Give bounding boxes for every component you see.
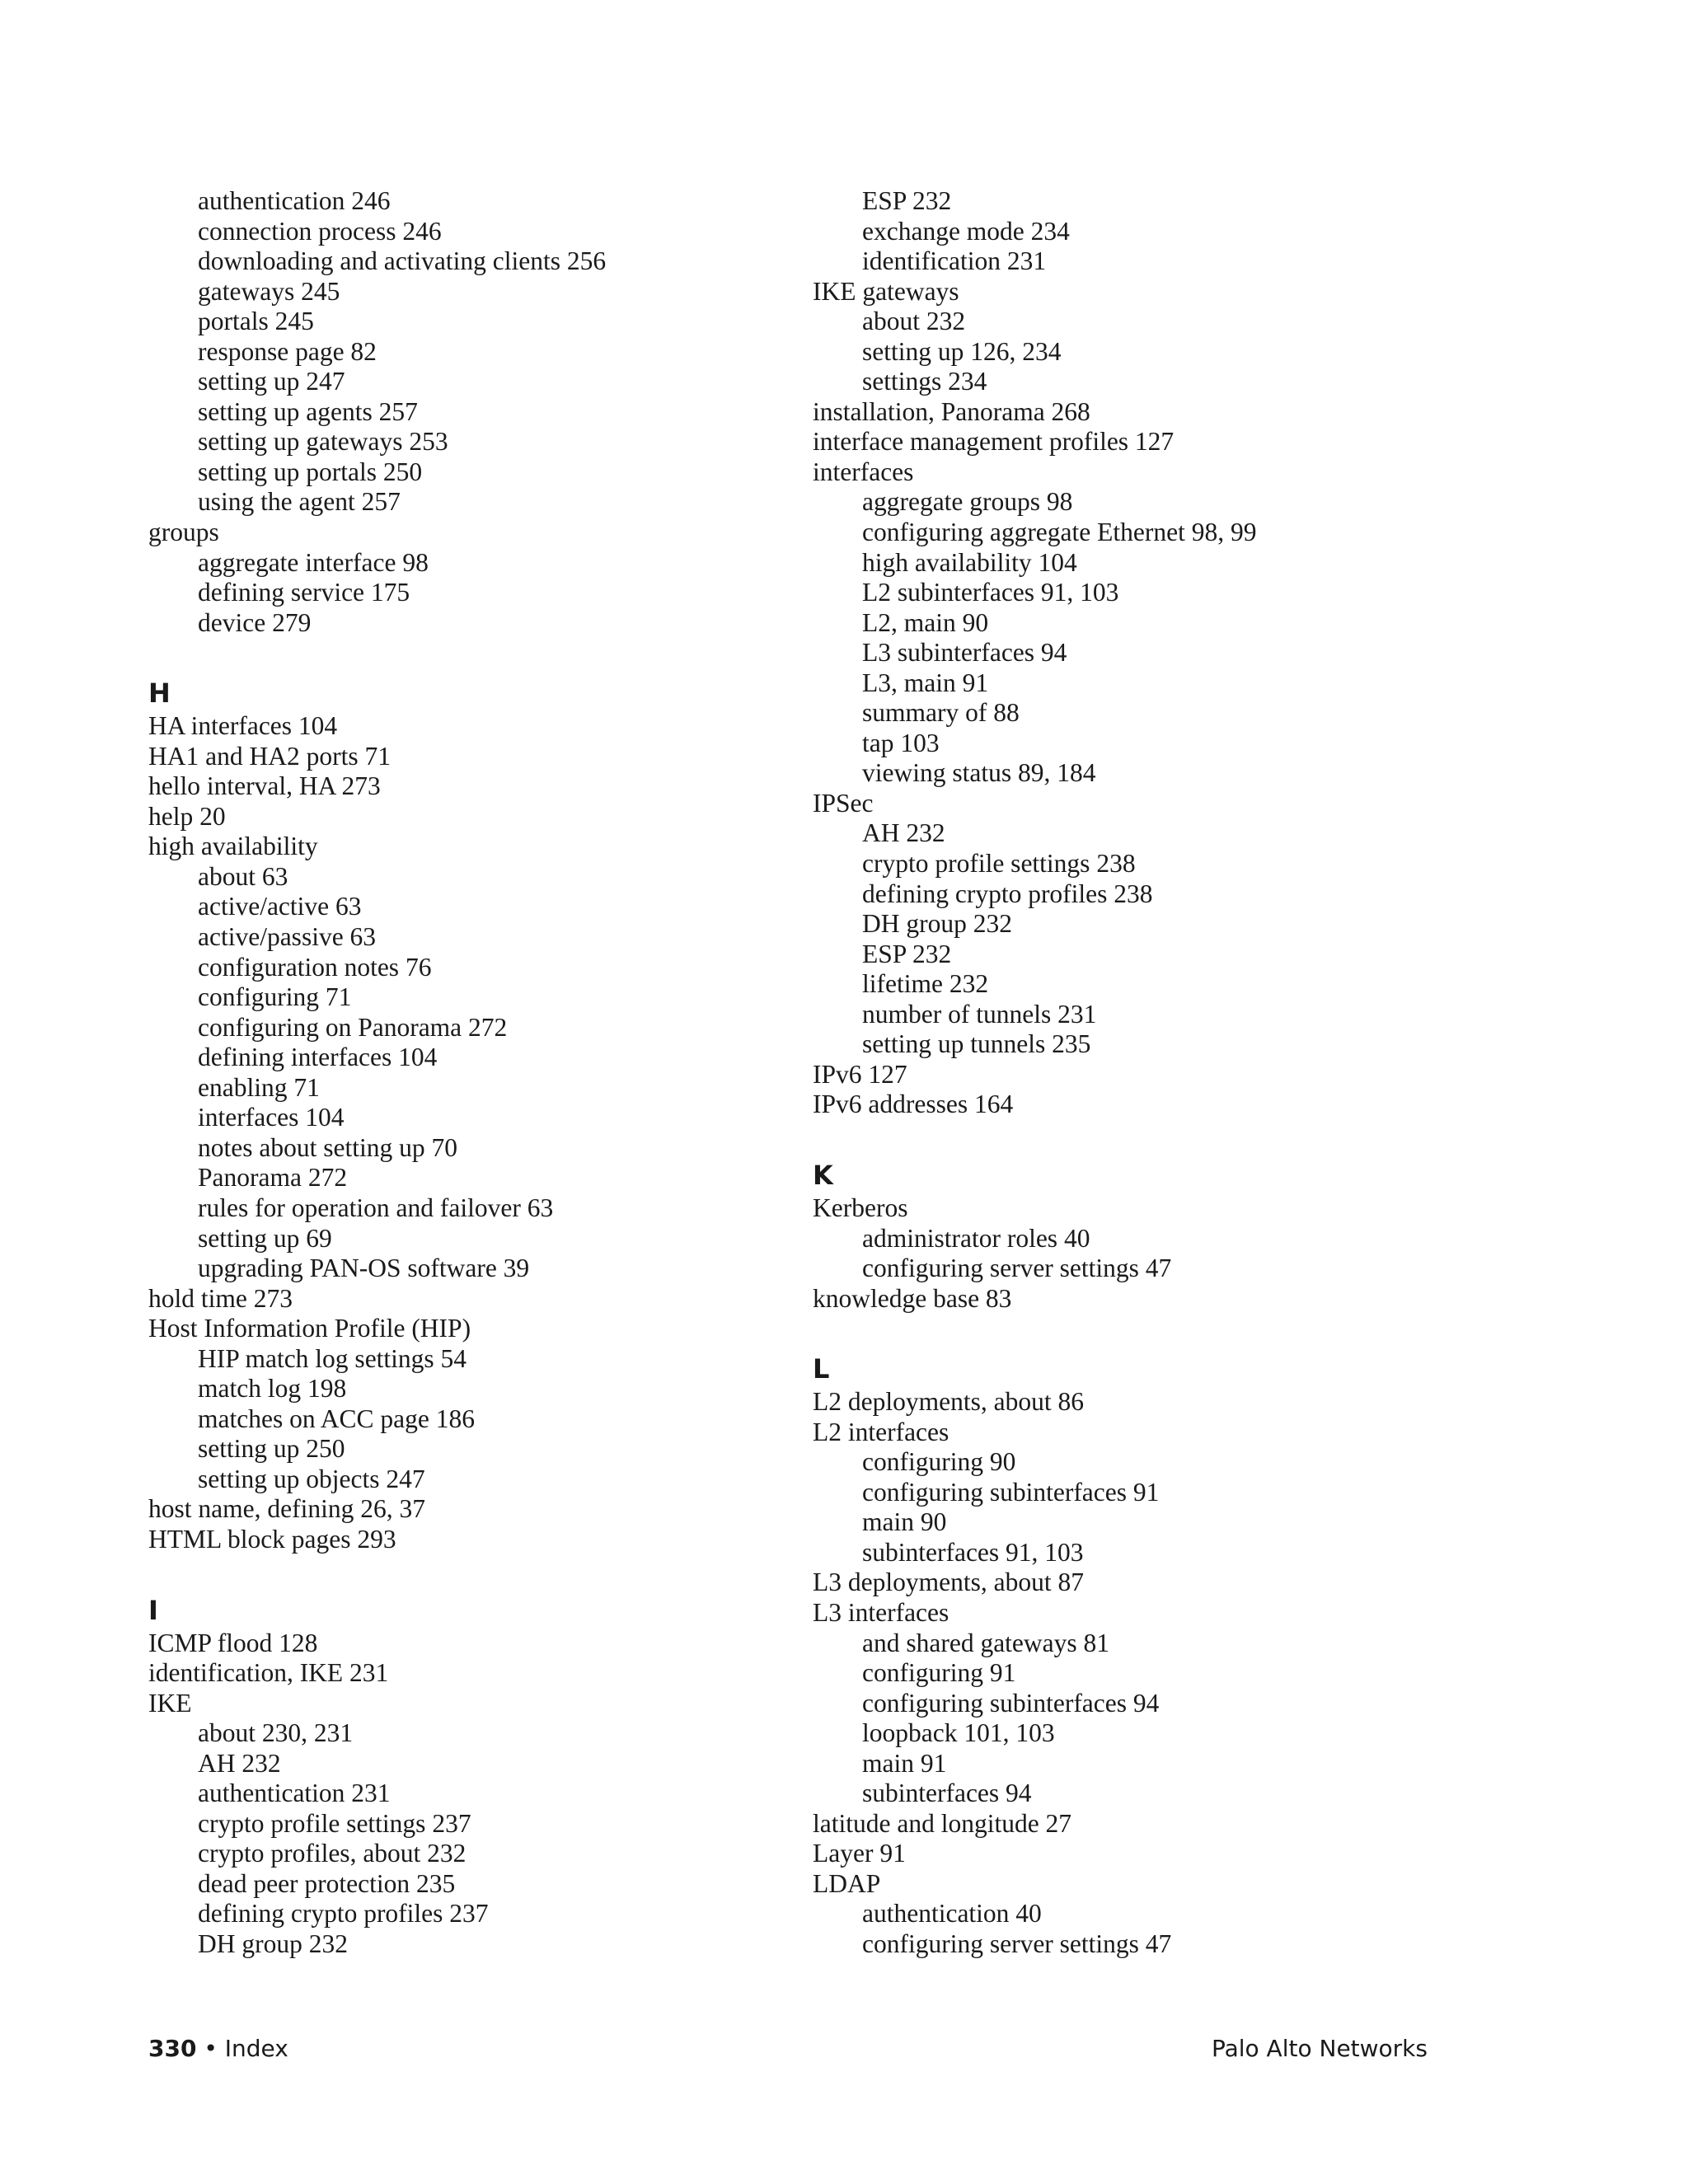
page-footer-publisher: Palo Alto Networks <box>1211 2035 1428 2062</box>
index-entry: latitude and longitude 27 <box>813 1808 1072 1838</box>
index-entry: knowledge base 83 <box>813 1283 1012 1313</box>
index-subentry: defining crypto profiles 238 <box>862 879 1153 908</box>
index-subentry: setting up objects 247 <box>198 1464 425 1493</box>
index-subentry: setting up 250 <box>198 1434 345 1464</box>
index-entry: L2 deployments, about 86 <box>813 1387 1084 1417</box>
index-entry: help 20 <box>148 801 226 831</box>
index-subentry: L3, main 91 <box>862 668 989 697</box>
index-subentry: configuring aggregate Ethernet 98, 99 <box>862 518 1257 547</box>
index-entry: ICMP flood 128 <box>148 1628 318 1657</box>
index-subentry: summary of 88 <box>862 698 1020 728</box>
index-entry: Host Information Profile (HIP) <box>148 1314 471 1343</box>
footer-section: Index <box>224 2035 288 2062</box>
index-subentry: configuring 90 <box>862 1447 1016 1477</box>
index-subentry: portals 245 <box>198 307 314 336</box>
index-subentry: exchange mode 234 <box>862 216 1070 246</box>
index-entry: HA interfaces 104 <box>148 711 338 741</box>
index-subentry: about 232 <box>862 307 966 336</box>
index-entry: IKE <box>148 1688 192 1718</box>
index-entry: hello interval, HA 273 <box>148 771 381 801</box>
index-entry: IKE gateways <box>813 276 959 306</box>
index-subentry: lifetime 232 <box>862 969 989 999</box>
section-letter-heading: L <box>813 1353 830 1385</box>
index-subentry: administrator roles 40 <box>862 1223 1090 1253</box>
index-subentry: setting up tunnels 235 <box>862 1029 1091 1059</box>
index-subentry: high availability 104 <box>862 547 1077 577</box>
index-subentry: ESP 232 <box>862 186 952 215</box>
index-subentry: subinterfaces 94 <box>862 1779 1032 1808</box>
index-entry: interfaces <box>813 457 914 486</box>
index-subentry: number of tunnels 231 <box>862 999 1097 1029</box>
index-subentry: rules for operation and failover 63 <box>198 1193 554 1222</box>
index-subentry: main 91 <box>862 1748 947 1778</box>
index-entry: interface management profiles 127 <box>813 427 1175 457</box>
index-subentry: configuring server settings 47 <box>862 1254 1172 1283</box>
index-entry: HA1 and HA2 ports 71 <box>148 741 391 771</box>
index-subentry: crypto profile settings 238 <box>862 849 1136 879</box>
index-subentry: active/passive 63 <box>198 922 377 952</box>
index-subentry: AH 232 <box>862 818 945 848</box>
index-subentry: and shared gateways 81 <box>862 1628 1110 1657</box>
index-subentry: DH group 232 <box>862 909 1012 939</box>
page-number: 330 <box>148 2035 197 2062</box>
index-subentry: defining interfaces 104 <box>198 1043 438 1072</box>
index-subentry: match log 198 <box>198 1374 347 1404</box>
index-subentry: configuring 91 <box>862 1658 1016 1688</box>
index-subentry: L2 subinterfaces 91, 103 <box>862 578 1119 607</box>
index-subentry: configuring 71 <box>198 982 352 1012</box>
index-entry: groups <box>148 518 219 547</box>
index-entry: Kerberos <box>813 1193 908 1222</box>
index-subentry: authentication 231 <box>198 1779 391 1808</box>
index-subentry: defining service 175 <box>198 578 410 607</box>
index-entry: IPv6 127 <box>813 1059 907 1089</box>
index-subentry: crypto profile settings 237 <box>198 1808 471 1838</box>
section-letter-heading: H <box>148 677 171 710</box>
index-subentry: connection process 246 <box>198 216 442 246</box>
index-subentry: matches on ACC page 186 <box>198 1404 475 1433</box>
index-subentry: aggregate groups 98 <box>862 487 1073 517</box>
index-subentry: AH 232 <box>198 1748 281 1778</box>
index-entry: identification, IKE 231 <box>148 1658 389 1688</box>
index-subentry: setting up gateways 253 <box>198 427 448 457</box>
index-subentry: DH group 232 <box>198 1929 348 1958</box>
index-subentry: viewing status 89, 184 <box>862 758 1096 788</box>
index-subentry: setting up portals 250 <box>198 457 423 486</box>
index-subentry: configuring server settings 47 <box>862 1929 1172 1958</box>
index-subentry: loopback 101, 103 <box>862 1718 1055 1748</box>
index-entry: IPv6 addresses 164 <box>813 1090 1014 1119</box>
section-letter-heading: K <box>813 1159 833 1191</box>
index-subentry: authentication 246 <box>198 186 391 215</box>
index-subentry: setting up 126, 234 <box>862 336 1062 366</box>
index-subentry: notes about setting up 70 <box>198 1132 457 1162</box>
index-subentry: setting up 69 <box>198 1223 332 1253</box>
index-entry: hold time 273 <box>148 1283 293 1313</box>
index-subentry: dead peer protection 235 <box>198 1868 456 1898</box>
index-column-left <box>148 186 775 1960</box>
index-subentry: ESP 232 <box>862 939 952 968</box>
index-subentry: identification 231 <box>862 246 1047 276</box>
index-subentry: HIP match log settings 54 <box>198 1343 467 1373</box>
footer-bullet: • <box>204 2035 218 2062</box>
section-letter-heading: I <box>148 1594 158 1626</box>
index-subentry: configuring subinterfaces 91 <box>862 1477 1160 1507</box>
index-subentry: subinterfaces 91, 103 <box>862 1537 1084 1567</box>
index-entry: L2 interfaces <box>813 1417 950 1446</box>
index-subentry: about 63 <box>198 861 288 891</box>
index-subentry: Panorama 272 <box>198 1163 348 1193</box>
index-entry: IPSec <box>813 788 874 818</box>
index-subentry: upgrading PAN-OS software 39 <box>198 1254 530 1283</box>
index-subentry: setting up 247 <box>198 367 345 396</box>
index-subentry: aggregate interface 98 <box>198 547 429 577</box>
index-subentry: L3 subinterfaces 94 <box>862 638 1067 668</box>
index-subentry: device 279 <box>198 607 312 637</box>
index-entry: Layer 91 <box>813 1839 906 1868</box>
index-subentry: configuring subinterfaces 94 <box>862 1688 1160 1718</box>
index-subentry: using the agent 257 <box>198 487 401 517</box>
index-subentry: interfaces 104 <box>198 1103 345 1132</box>
index-subentry: response page 82 <box>198 336 377 366</box>
index-subentry: main 90 <box>862 1507 947 1537</box>
index-subentry: setting up agents 257 <box>198 396 418 426</box>
index-entry: HTML block pages 293 <box>148 1524 396 1554</box>
index-subentry: active/active 63 <box>198 892 362 921</box>
index-subentry: authentication 40 <box>862 1899 1042 1929</box>
index-entry: L3 deployments, about 87 <box>813 1568 1084 1597</box>
index-subentry: settings 234 <box>862 367 987 396</box>
index-subentry: defining crypto profiles 237 <box>198 1899 489 1929</box>
index-entry: host name, defining 26, 37 <box>148 1494 425 1524</box>
index-subentry: gateways 245 <box>198 276 340 306</box>
index-subentry: crypto profiles, about 232 <box>198 1839 467 1868</box>
index-column-right <box>813 186 1472 1960</box>
index-subentry: about 230, 231 <box>198 1718 354 1748</box>
index-subentry: configuration notes 76 <box>198 952 432 982</box>
index-entry: high availability <box>148 832 318 861</box>
index-entry: L3 interfaces <box>813 1597 950 1627</box>
index-entry: installation, Panorama 268 <box>813 396 1090 426</box>
index-subentry: L2, main 90 <box>862 607 989 637</box>
page-footer-left <box>148 2034 288 2064</box>
index-subentry: enabling 71 <box>198 1072 320 1102</box>
index-subentry: downloading and activating clients 256 <box>198 246 607 276</box>
index-subentry: tap 103 <box>862 728 940 757</box>
index-subentry: configuring on Panorama 272 <box>198 1012 508 1042</box>
index-entry: LDAP <box>813 1868 881 1898</box>
